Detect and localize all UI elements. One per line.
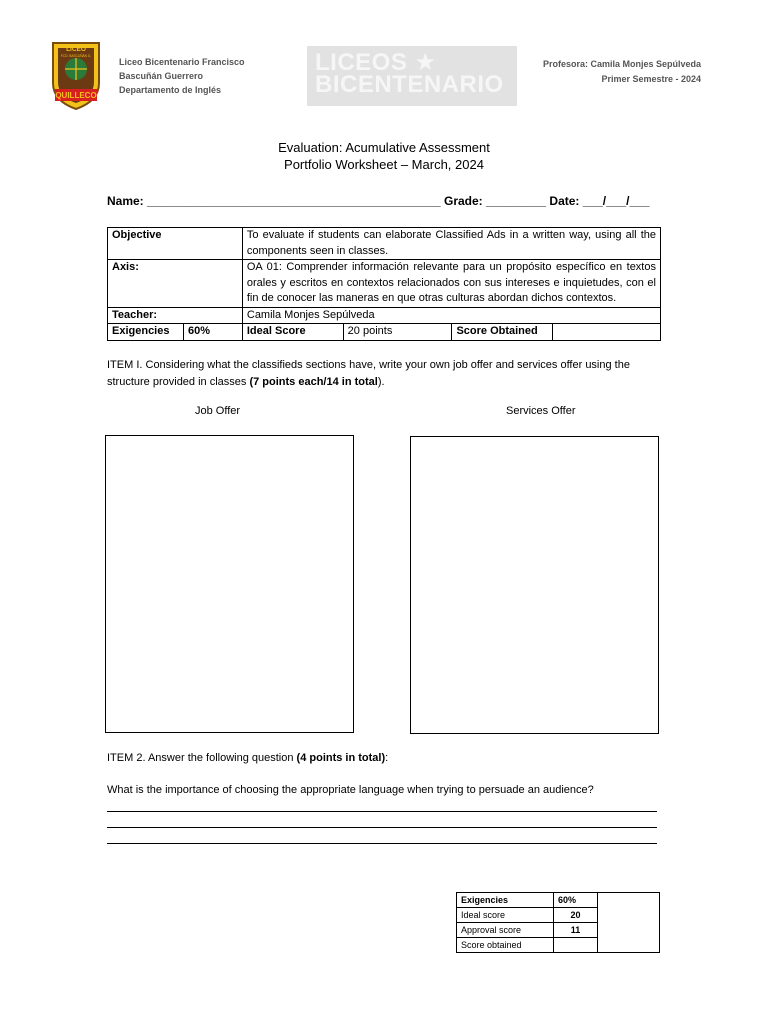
- score-row-exigencies: [457, 893, 660, 908]
- score-value-exigencies: 60%: [554, 893, 598, 908]
- svg-text:QUILLECO: QUILLECO: [55, 91, 97, 100]
- item-1-points: (7 points each/14 in total: [249, 376, 378, 388]
- ideal-score-value: 20 points: [343, 324, 452, 341]
- answer-line-1[interactable]: [107, 811, 657, 812]
- score-label-ideal: Ideal score: [457, 908, 554, 923]
- score-label-exigencies: Exigencies: [457, 893, 554, 908]
- liceos-bicentenario-banner: [307, 46, 517, 106]
- ideal-score-label: Ideal Score: [242, 324, 343, 341]
- school-name-line-2: Bascuñán Guerrero: [119, 71, 204, 81]
- score-obtained-value[interactable]: [553, 324, 661, 341]
- teacher-label: Teacher:: [108, 307, 243, 324]
- item-1-instructions: [107, 357, 663, 391]
- score-table: [456, 892, 660, 953]
- job-offer-answer-box[interactable]: [105, 435, 354, 733]
- axis-row: [108, 260, 661, 308]
- teacher-header: [543, 57, 701, 87]
- answer-line-2[interactable]: [107, 827, 657, 828]
- score-signature-cell[interactable]: [598, 893, 660, 953]
- item-2-instructions: [107, 752, 388, 764]
- evaluation-title: Evaluation: Acumulative Assessment: [278, 140, 490, 155]
- score-value-ideal: 20: [554, 908, 598, 923]
- score-summary-row: [108, 324, 661, 341]
- item-2-question: What is the importance of choosing the appropriate language when trying to persuade an audience?: [107, 784, 594, 796]
- item-2-end: :: [385, 752, 389, 764]
- score-value-obtained[interactable]: [554, 938, 598, 953]
- services-offer-answer-box[interactable]: [410, 436, 659, 734]
- teacher-row: [108, 307, 661, 324]
- banner-line-1: LICEOS ★: [315, 49, 437, 76]
- item-2-points: (4 points in total): [296, 752, 386, 764]
- score-value-approval: 11: [554, 923, 598, 938]
- school-info: [119, 55, 245, 97]
- score-label-obtained: Score obtained: [457, 938, 554, 953]
- name-grade-date-line: Name: ____________________________________________ Grade: _________ Date: ___/___/___: [107, 194, 650, 208]
- teacher-text: Camila Monjes Sepúlveda: [242, 307, 660, 324]
- axis-label: Axis:: [108, 260, 243, 308]
- svg-text:FCO. BASCUÑÁN G.: FCO. BASCUÑÁN G.: [60, 54, 92, 58]
- banner-line-2: BICENTENARIO: [315, 71, 504, 98]
- services-offer-label: Services Offer: [506, 405, 576, 417]
- answer-line-3[interactable]: [107, 843, 657, 844]
- exigencies-value: 60%: [183, 324, 242, 341]
- teacher-line: Profesora: Camila Monjes Sepúlveda: [542, 59, 701, 69]
- school-name-line-1: Liceo Bicentenario Francisco: [119, 57, 245, 67]
- item-1-end: ).: [377, 376, 385, 388]
- job-offer-label: Job Offer: [195, 405, 241, 417]
- item-1-text: ITEM I. Considering what the classifieds sections have, write your own job offer and services offer using the structure provided in classes: [107, 359, 630, 388]
- exigencies-label: Exigencies: [108, 324, 184, 341]
- item-2-text: ITEM 2. Answer the following question: [107, 752, 297, 764]
- objective-text: To evaluate if students can elaborate Classified Ads in a written way, using all the components seen in classes.: [242, 228, 660, 260]
- svg-text:LICEO: LICEO: [66, 46, 86, 53]
- objective-row: [108, 228, 661, 260]
- evaluation-info-table: [107, 227, 661, 341]
- objective-label: Objective: [108, 228, 243, 260]
- department-line: Departamento de Inglés: [119, 85, 222, 95]
- worksheet-subtitle: Portfolio Worksheet – March, 2024: [284, 157, 484, 172]
- axis-text: OA 01: Comprender información relevante para un propósito específico en textos orales y escritos en contextos relacionados con sus intereses e inquietudes, con el fin de conocer las maneras en que otras culturas abordan dichos contextos.: [242, 260, 660, 308]
- semester-line: Primer Semestre - 2024: [601, 74, 701, 84]
- score-label-approval: Approval score: [457, 923, 554, 938]
- school-crest-logo: [49, 39, 103, 111]
- score-obtained-label: Score Obtained: [452, 324, 553, 341]
